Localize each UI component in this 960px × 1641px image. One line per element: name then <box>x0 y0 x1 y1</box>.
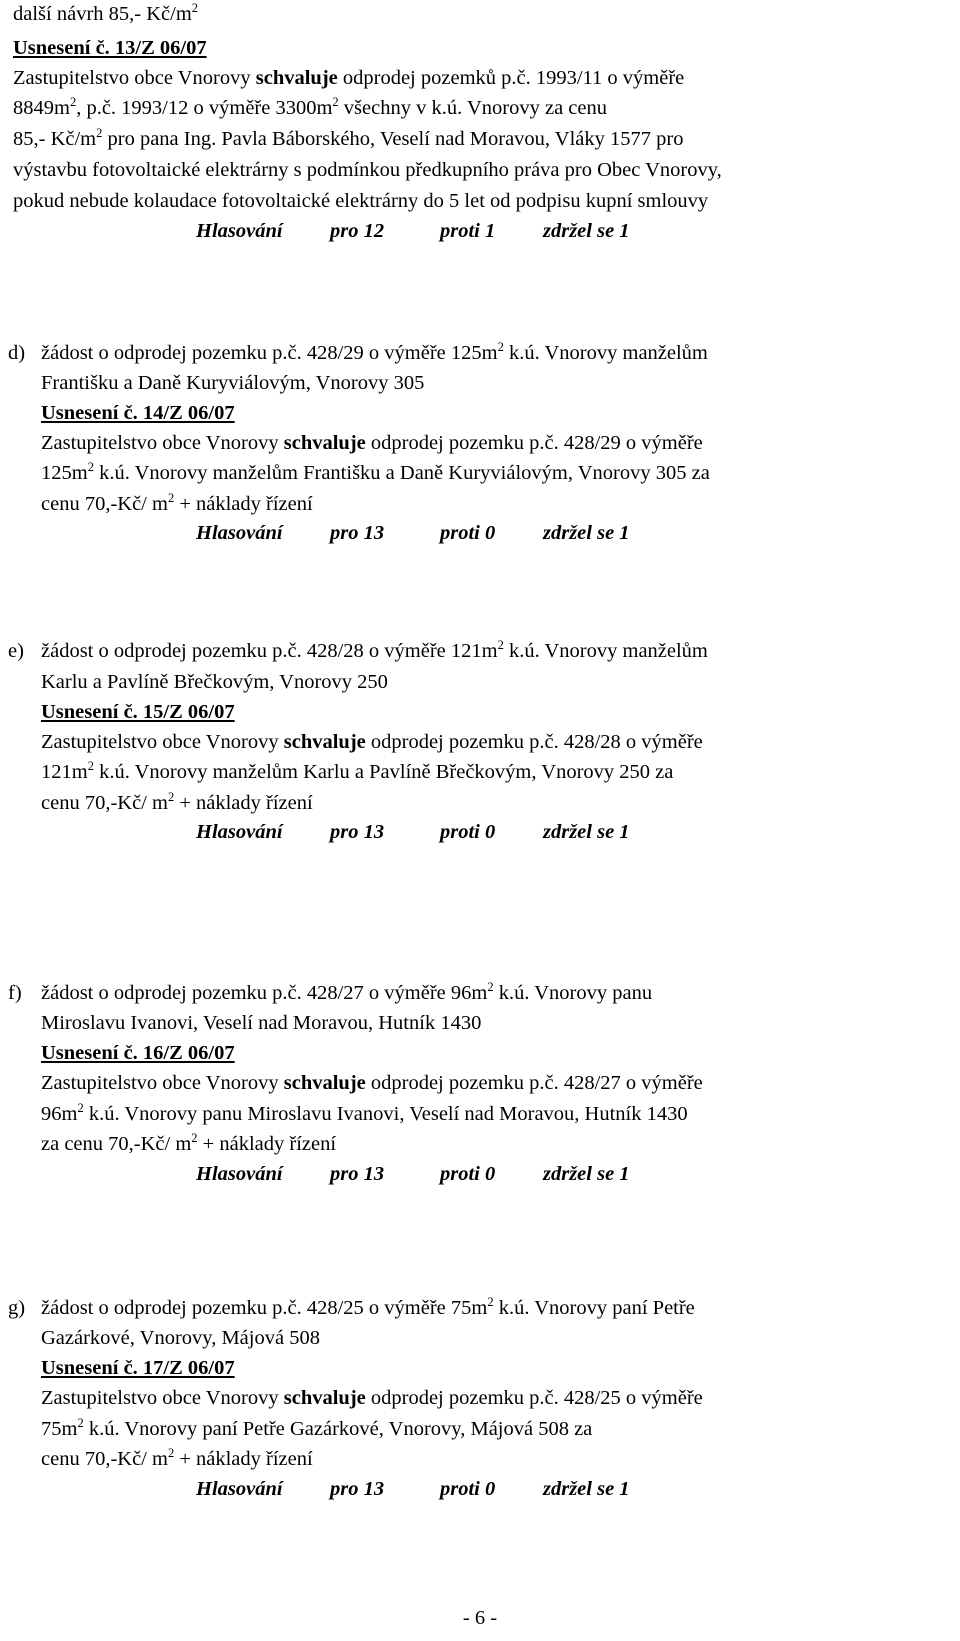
text-fragment: Zastupitelstvo obce Vnorovy <box>41 432 284 454</box>
vote-label: Hlasování <box>196 821 283 843</box>
text-fragment: k.ú. Vnorovy manželům Karlu a Pavlíně Břečkovým, Vnorovy 250 za <box>93 761 674 783</box>
text-fragment: k.ú. Vnorovy panu <box>493 982 653 1004</box>
text-fragment: odprodej pozemku p.č. 428/28 o výměře <box>365 731 703 753</box>
vote-result-13 <box>0 221 960 245</box>
resolution-13-text-line-4: výstavbu fotovoltaické elektrárny s podmínkou předkupního práva pro Obec Vnorovy, <box>13 159 722 181</box>
text-fragment: 85,- Kč/m <box>13 128 97 150</box>
superscript: 2 <box>77 1101 84 1115</box>
text-fragment: cenu 70,-Kč/ m <box>41 493 168 515</box>
resolution-13-text-line-2 <box>13 95 608 119</box>
superscript: 2 <box>497 340 504 354</box>
vote-label: Hlasování <box>196 1163 283 1185</box>
resolution-heading-13: Usnesení č. 13/Z 06/07 <box>13 37 207 59</box>
resolution-16-text-line-3 <box>41 1131 337 1155</box>
resolution-heading-17: Usnesení č. 17/Z 06/07 <box>41 1357 235 1379</box>
superscript: 2 <box>332 95 339 109</box>
request-g-line-2: Gazárkové, Vnorovy, Májová 508 <box>41 1327 320 1349</box>
approval-keyword: schvaluje <box>283 1072 366 1094</box>
text-fragment: 96m <box>41 1103 78 1125</box>
text-fragment: k.ú. Vnorovy panu Miroslavu Ivanovi, Veselí nad Moravou, Hutník 1430 <box>83 1103 688 1125</box>
superscript: 2 <box>96 126 103 140</box>
text-fragment: Zastupitelstvo obce Vnorovy <box>41 1387 284 1409</box>
vote-against: proti 0 <box>440 821 496 843</box>
text-fragment: + náklady řízení <box>174 792 313 814</box>
text-fragment: k.ú. Vnorovy paní Petře <box>493 1297 695 1319</box>
text-fragment: + náklady řízení <box>174 493 313 515</box>
text-fragment: 8849m <box>13 97 70 119</box>
resolution-heading-16: Usnesení č. 16/Z 06/07 <box>41 1042 235 1064</box>
resolution-13-text-line-1 <box>13 68 684 89</box>
item-marker-g: g) <box>8 1297 26 1319</box>
request-e-line-2: Karlu a Pavlíně Břečkovým, Vnorovy 250 <box>41 671 388 693</box>
resolution-17-text-line-3 <box>41 1446 313 1470</box>
vote-against: proti 0 <box>440 1163 496 1185</box>
vote-against: proti 0 <box>440 522 496 544</box>
resolution-15-text-line-1 <box>41 732 703 753</box>
vote-result-17 <box>0 1479 960 1503</box>
text-fragment: žádost o odprodej pozemku p.č. 428/25 o výměře 75m <box>41 1297 488 1319</box>
vote-abstain: zdržel se 1 <box>543 220 630 242</box>
vote-result-14 <box>0 523 960 547</box>
page-number: - 6 - <box>462 1607 498 1629</box>
text-fragment: + náklady řízení <box>174 1448 313 1470</box>
approval-keyword: schvaluje <box>283 731 366 753</box>
text-fragment: Zastupitelstvo obce Vnorovy <box>41 731 284 753</box>
request-f-line-2: Miroslavu Ivanovi, Veselí nad Moravou, Hutník 1430 <box>41 1012 482 1034</box>
superscript: 2 <box>167 1446 175 1460</box>
text-fragment: Zastupitelstvo obce Vnorovy <box>41 1072 284 1094</box>
item-marker-f: f) <box>8 982 22 1004</box>
superscript: 2 <box>167 491 175 505</box>
superscript: 2 <box>497 638 504 652</box>
vote-abstain: zdržel se 1 <box>543 1478 630 1500</box>
request-f-line-1 <box>41 980 653 1004</box>
superscript: 2 <box>69 95 77 109</box>
previous-proposal-line <box>13 1 199 25</box>
text-fragment: 125m <box>41 462 88 484</box>
resolution-14-text-line-2 <box>41 460 710 484</box>
superscript: 2 <box>87 759 94 773</box>
resolution-14-text-line-3 <box>41 491 313 515</box>
superscript: 2 <box>487 980 494 994</box>
vote-for: pro 13 <box>330 522 385 544</box>
item-marker-e: e) <box>8 640 24 662</box>
resolution-17-text-line-1 <box>41 1388 703 1409</box>
text-fragment: + náklady řízení <box>197 1133 337 1155</box>
resolution-17-text-line-2 <box>41 1416 593 1440</box>
vote-result-15 <box>0 822 960 846</box>
item-marker-d: d) <box>8 342 26 364</box>
approval-keyword: schvaluje <box>255 67 338 89</box>
resolution-14-text-line-1 <box>41 433 703 454</box>
request-g-line-1 <box>41 1295 695 1319</box>
approval-keyword: schvaluje <box>283 1387 366 1409</box>
text-fragment: cenu 70,-Kč/ m <box>41 792 168 814</box>
text-fragment: odprodej pozemku p.č. 428/29 o výměře <box>365 432 703 454</box>
text-fragment: všechny v k.ú. Vnorovy za cenu <box>338 97 608 119</box>
superscript: 2 <box>87 460 94 474</box>
resolution-heading-14: Usnesení č. 14/Z 06/07 <box>41 402 235 424</box>
superscript: 2 <box>487 1295 494 1309</box>
vote-label: Hlasování <box>196 522 283 544</box>
approval-keyword: schvaluje <box>283 432 366 454</box>
text-fragment: žádost o odprodej pozemku p.č. 428/28 o výměře 121m <box>41 640 498 662</box>
text-fragment: k.ú. Vnorovy manželům <box>503 342 708 364</box>
text-fragment: odprodej pozemku p.č. 428/27 o výměře <box>365 1072 703 1094</box>
text-fragment: k.ú. Vnorovy manželům <box>503 640 708 662</box>
resolution-13-text-line-5: pokud nebude kolaudace fotovoltaické elektrárny do 5 let od podpisu kupní smlouvy <box>13 190 709 212</box>
vote-against: proti 0 <box>440 1478 496 1500</box>
vote-abstain: zdržel se 1 <box>543 821 630 843</box>
text-fragment: žádost o odprodej pozemku p.č. 428/27 o výměře 96m <box>41 982 488 1004</box>
vote-for: pro 13 <box>330 821 385 843</box>
text-fragment: Zastupitelstvo obce Vnorovy <box>13 67 256 89</box>
previous-proposal-text: další návrh 85,- Kč/m <box>13 3 192 25</box>
text-fragment: 75m <box>41 1418 78 1440</box>
text-fragment: odprodej pozemků p.č. 1993/11 o výměře <box>337 67 685 89</box>
vote-result-16 <box>0 1164 960 1188</box>
text-fragment: k.ú. Vnorovy paní Petře Gazárkové, Vnorovy, Májová 508 za <box>83 1418 593 1440</box>
vote-abstain: zdržel se 1 <box>543 522 630 544</box>
text-fragment: pro pana Ing. Pavla Báborského, Veselí nad Moravou, Vláky 1577 pro <box>102 128 684 150</box>
text-fragment: , p.č. 1993/12 o výměře 3300m <box>76 97 333 119</box>
text-fragment: k.ú. Vnorovy manželům Františku a Daně Kuryviálovým, Vnorovy 305 za <box>93 462 710 484</box>
request-d-line-1 <box>41 340 708 364</box>
superscript: 2 <box>191 1131 198 1145</box>
vote-label: Hlasování <box>196 1478 283 1500</box>
resolution-15-text-line-3 <box>41 790 313 814</box>
superscript: 2 <box>167 790 175 804</box>
text-fragment: žádost o odprodej pozemku p.č. 428/29 o výměře 125m <box>41 342 498 364</box>
resolution-16-text-line-2 <box>41 1101 688 1125</box>
text-fragment: 121m <box>41 761 88 783</box>
resolution-13-text-line-3 <box>13 126 684 150</box>
resolution-15-text-line-2 <box>41 759 674 783</box>
resolution-heading-15: Usnesení č. 15/Z 06/07 <box>41 701 235 723</box>
request-e-line-1 <box>41 638 708 662</box>
vote-for: pro 12 <box>330 220 385 242</box>
vote-for: pro 13 <box>330 1478 385 1500</box>
request-d-line-2: Františku a Daně Kuryviálovým, Vnorovy 305 <box>41 372 425 394</box>
vote-for: pro 13 <box>330 1163 385 1185</box>
text-fragment: cenu 70,-Kč/ m <box>41 1448 168 1470</box>
vote-abstain: zdržel se 1 <box>543 1163 630 1185</box>
resolution-16-text-line-1 <box>41 1073 703 1094</box>
vote-label: Hlasování <box>196 220 283 242</box>
superscript: 2 <box>191 1 199 15</box>
text-fragment: za cenu 70,-Kč/ m <box>41 1133 192 1155</box>
text-fragment: odprodej pozemku p.č. 428/25 o výměře <box>365 1387 703 1409</box>
superscript: 2 <box>77 1416 84 1430</box>
vote-against: proti 1 <box>440 220 496 242</box>
